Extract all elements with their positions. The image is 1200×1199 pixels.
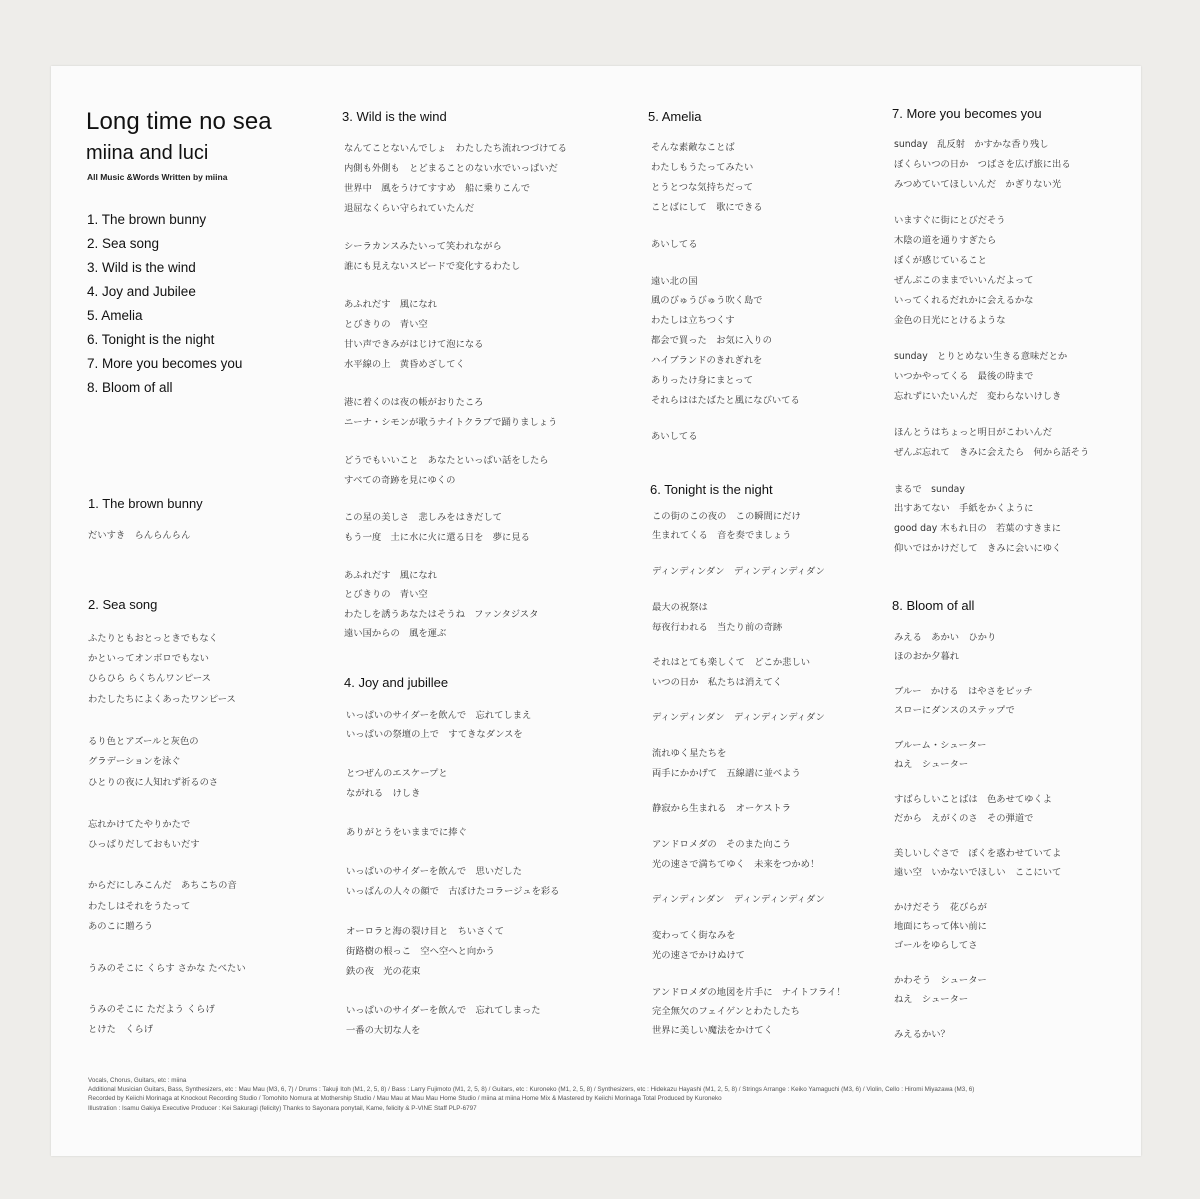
- lyric-line: とびきりの 青い空: [344, 319, 428, 330]
- lyric-line: ブルー かける はやさをピッチ: [894, 686, 1033, 697]
- lyric-line: みつめていてほしいんだ かぎりない光: [894, 179, 1062, 190]
- lyric-line: 遠い北の国: [651, 276, 698, 287]
- lyric-line: 木陰の道を通りすぎたら: [894, 235, 997, 246]
- credits-line: Additional Musician Guitars, Bass, Synthesizers, etc : Mau Mau (M3, 6, 7) / Drums : Takuji Itoh (M1, 2, 5, 8) / Bass : Larry Fujimoto (M1, 2, 5, 8) / Guitars, etc : Kuroneko (M1, 2, 5, 8) / Synthesizers, etc : Hidekazu Hayashi (M1, 2, 5, 8) / Strings Arrange : Keiko Yamaguchi (M3, 6) / Violin, Cello : Hiromi Miyazawa (M3, 6): [88, 1086, 975, 1094]
- lyric-line: スローにダンスのステップで: [894, 705, 1015, 716]
- lyric-line: 最大の祝祭は: [652, 602, 708, 613]
- lyric-line: ひとりの夜に人知れず祈るのさ: [88, 777, 219, 788]
- lyric-line: ことばにして 歌にできる: [651, 202, 763, 213]
- song-title-tonight-is-the-night: 6. Tonight is the night: [650, 482, 773, 497]
- lyric-line: 地面にちって体い前に: [894, 921, 987, 932]
- lyric-line: わたしたちによくあったワンピース: [88, 694, 236, 705]
- writing-credit: All Music &Words Written by miina: [87, 172, 228, 182]
- lyric-line: 都会で買った お気に入りの: [651, 335, 772, 346]
- track-item: 6. Tonight is the night: [87, 332, 215, 347]
- lyric-line: 流れゆく星たちを: [652, 748, 727, 759]
- lyric-line: 光の速さでかけぬけて: [652, 950, 745, 961]
- lyric-line: ふたりともおとっときでもなく: [88, 633, 218, 644]
- credits-line: Recorded by Keiichi Morinaga at Knockout Recording Studio / Tomohito Nomura at Mothership Studio / Mau Mau at Mau Mau Home Studio / miina at miina Home Mix & Mastered by Keiichi Morinaga Total Produced by Kuroneko: [88, 1095, 722, 1103]
- lyric-line: 忘れかけてたやりかたで: [88, 819, 191, 830]
- lyric-line: いっぱいのサイダーを飲んで 忘れてしまった: [346, 1005, 541, 1016]
- lyric-line: あふれだす 風になれ: [344, 299, 437, 310]
- lyric-line: わたしを誘うあなたはそうね ファンタジスタ: [344, 609, 539, 620]
- credits-line: Illustration : Isamu Gakiya Executive Producer : Kei Sakuragi (felicity) Thanks to Sayonara ponytail, Kame, felicity & P-VINE Staff PLP-6797: [88, 1104, 477, 1112]
- song-title-more-you-becomes-you: 7. More you becomes you: [892, 106, 1042, 121]
- lyric-line: ディンディンダン ディンディンディダン: [652, 566, 825, 577]
- lyric-line: アンドロメダの地図を片手に ナイトフライ！: [652, 987, 846, 998]
- lyric-line: それはとても楽しくて どこか悲しい: [652, 657, 811, 668]
- lyric-line: 遠い国からの 風を運ぶ: [344, 628, 447, 639]
- lyric-line: いってくれるだれかに会えるかな: [894, 295, 1034, 306]
- lyric-line: ゴールをゆらしてさ: [894, 940, 978, 951]
- lyric-line: sunday 乱反射 かすかな香り残し: [894, 139, 1049, 150]
- lyric-line: ねえ シューター: [894, 994, 969, 1005]
- lyric-line: ディンディンダン ディンディンディダン: [652, 894, 825, 905]
- lyric-line: 両手にかかげて 五線譜に並べよう: [652, 768, 801, 779]
- lyric-line: sunday とりとめない生きる意味だとか: [894, 351, 1068, 362]
- lyric-line: 誰にも見えないスピードで変化するわたし: [344, 261, 521, 272]
- artist-name: miina and luci: [86, 142, 209, 164]
- lyric-line: いっぱんの人々の顔で 古ぼけたコラージュを彩る: [346, 886, 560, 897]
- album-title: Long time no sea: [86, 108, 272, 135]
- lyric-line: ありったけ身にまとって: [651, 375, 754, 386]
- song-title-sea-song: 2. Sea song: [88, 597, 158, 612]
- lyric-line: ほのおか夕暮れ: [894, 651, 960, 662]
- lyric-line: 風のびゅうびゅう吹く島で: [651, 295, 763, 306]
- lyric-line: 鉄の夜 光の花束: [346, 966, 421, 977]
- lyric-line: まるで sunday: [894, 484, 965, 495]
- lyric-line: ブルーム・シューター: [894, 740, 987, 751]
- lyric-line: だいすき らんらんらん: [88, 530, 191, 541]
- track-item: 4. Joy and Jubilee: [87, 284, 196, 299]
- lyric-line: ひらひら らくちんワンピース: [88, 673, 211, 684]
- lyric-line: 美しいしぐさで ぼくを惑わせていてよ: [894, 848, 1062, 859]
- lyric-line: シーラカンスみたいって笑われながら: [344, 241, 502, 252]
- lyric-line: 毎夜行われる 当たり前の奇跡: [652, 622, 783, 633]
- song-title-amelia: 5. Amelia: [648, 109, 702, 124]
- lyric-line: アンドロメダの そのまた向こう: [652, 839, 792, 850]
- lyric-line: ひっぱりだしておもいだす: [88, 839, 200, 850]
- lyric-line: どうでもいいこと あなたといっぱい話をしたら: [344, 455, 549, 466]
- lyric-line: あふれだす 風になれ: [344, 570, 437, 581]
- lyric-line: ぼくが感じていること: [894, 255, 987, 266]
- song-title-wild-is-the-wind: 3. Wild is the wind: [342, 109, 447, 124]
- lyric-line: 出すあてない 手紙をかくように: [894, 503, 1034, 514]
- track-item: 7. More you becomes you: [87, 356, 243, 371]
- track-item: 8. Bloom of all: [87, 380, 173, 395]
- lyric-line: ながれる けしき: [346, 788, 421, 799]
- lyric-line: 一番の大切な人を: [346, 1025, 421, 1036]
- lyric-line: みえる あかい ひかり: [894, 632, 997, 643]
- lyric-line: ぜんぶ忘れて きみに会えたら 何から話そう: [894, 447, 1090, 458]
- lyric-line: かけだそう 花びらが: [894, 902, 987, 913]
- lyric-line: この街のこの夜の この瞬間にだけ: [652, 511, 801, 522]
- track-item: 5. Amelia: [87, 308, 143, 323]
- lyric-line: 仰いではかけだして きみに会いにゆく: [894, 543, 1062, 554]
- lyric-line: good day 木もれ日の 若葉のすきまに: [894, 523, 1062, 534]
- lyric-line: うみのそこに くらす さかな たべたい: [88, 963, 246, 974]
- lyric-line: 世界中 風をうけてすすめ 船に乗りこんで: [344, 183, 531, 194]
- lyric-line: すばらしいことばは 色あせてゆくよ: [894, 794, 1053, 805]
- lyric-line: いっぱいのサイダーを飲んで 思いだした: [346, 866, 522, 877]
- lyric-line: すべての奇跡を見にゆくの: [344, 475, 456, 486]
- lyric-line: 遠い空 いかないでほしい ここにいて: [894, 867, 1062, 878]
- lyric-line: ぼくらいつの日か つばさを広げ旅に出る: [894, 159, 1071, 170]
- lyric-line: わたしもうたってみたい: [651, 162, 754, 173]
- lyric-line: 完全無欠のフェイゲンとわたしたち: [652, 1006, 800, 1017]
- lyric-line: 生まれてくる 音を奏でましょう: [652, 530, 792, 541]
- lyric-line: とびきりの 青い空: [344, 589, 428, 600]
- lyric-line: 水平線の上 黄昏めざしてく: [344, 359, 465, 370]
- lyric-line: グラデーションを泳ぐ: [88, 756, 181, 767]
- lyric-line: かわそう シューター: [894, 975, 987, 986]
- lyric-line: いますぐに街にとびだそう: [894, 215, 1006, 226]
- credits-line: Vocals, Chorus, Guitars, etc : miina: [88, 1077, 187, 1084]
- lyric-line: そんな素敵なことば: [651, 142, 735, 153]
- lyric-line: わたしは立ちつくす: [651, 315, 735, 326]
- lyric-line: ねえ シューター: [894, 759, 969, 770]
- song-title-brown-bunny: 1. The brown bunny: [88, 496, 203, 511]
- lyric-line: 金色の日光にとけるような: [894, 315, 1006, 326]
- lyric-line: からだにしみこんだ あちこちの音: [88, 880, 237, 891]
- song-title-bloom-of-all: 8. Bloom of all: [892, 598, 975, 613]
- lyric-line: かといってオンボロでもない: [88, 653, 209, 664]
- lyric-line: 退屈なくらい守られていたんだ: [344, 203, 475, 214]
- lyric-line: 忘れずにいたいんだ 変わらないけしき: [894, 391, 1062, 402]
- lyric-line: もう一度 土に水に火に還る日を 夢に見る: [344, 532, 530, 543]
- lyric-line: 世界に美しい魔法をかけてく: [652, 1025, 773, 1036]
- lyric-line: いつかやってくる 最後の時まで: [894, 371, 1034, 382]
- lyric-line: 内側も外側も とどまることのない水でいっぱいだ: [344, 163, 558, 174]
- lyric-line: 光の速さで満ちてゆく 未来をつかめ！: [652, 859, 820, 870]
- lyric-line: 静寂から生まれる オーケストラ: [652, 803, 792, 814]
- lyric-line: いっぱいのサイダーを飲んで 忘れてしまえ: [346, 710, 532, 721]
- lyric-line: るり色とアズールと灰色の: [88, 736, 199, 747]
- track-item: 3. Wild is the wind: [87, 260, 196, 275]
- lyric-line: みえるかい？: [894, 1029, 950, 1040]
- song-title-joy-and-jubilee: 4. Joy and jubillee: [344, 675, 449, 690]
- lyric-line: 港に着くのは夜の帳がおりたころ: [344, 397, 484, 408]
- track-item: 2. Sea song: [87, 236, 160, 251]
- lyric-line: 街路樹の根っこ 空へ空へと向かう: [346, 946, 495, 957]
- lyric-line: この星の美しさ 悲しみをはきだして: [344, 512, 503, 523]
- track-item: 1. The brown bunny: [87, 212, 207, 227]
- lyric-line: とけた くらげ: [88, 1024, 154, 1035]
- lyric-line: いっぱいの祭壇の上で すてきなダンスを: [346, 729, 523, 740]
- lyric-line: とうとつな気持ちだって: [651, 182, 754, 193]
- lyric-line: だから えがくのさ その弾道で: [894, 813, 1034, 824]
- lyric-line: うみのそこに ただよう くらげ: [88, 1004, 215, 1015]
- lyric-line: ありがとうをいままでに捧ぐ: [346, 827, 467, 838]
- lyric-line: ニーナ・シモンが歌うナイトクラブで踊りましょう: [344, 417, 558, 428]
- lyric-line: ハイブランドのきれぎれを: [651, 355, 763, 366]
- lyric-line: いつの日か 私たちは消えてく: [652, 677, 783, 688]
- lyric-line: ディンディンダン ディンディンディダン: [652, 712, 825, 723]
- lyric-line: それらははたばたと風になびいてる: [651, 395, 800, 406]
- lyric-line: なんてことないんでしょ わたしたち流れつづけてる: [344, 143, 567, 154]
- lyric-line: ぜんぶこのままでいいんだよって: [894, 275, 1034, 286]
- lyric-line: あいしてる: [651, 239, 698, 250]
- lyric-line: あいしてる: [651, 431, 698, 442]
- lyric-line: 甘い声できみがはじけて泡になる: [344, 339, 484, 350]
- lyric-line: わたしはそれをうたって: [88, 901, 191, 912]
- lyric-line: オーロラと海の裂け目と ちいさくて: [346, 926, 505, 937]
- track-list: [87, 208, 242, 400]
- lyric-line: ほんとうはちょっと明日がこわいんだ: [894, 427, 1053, 438]
- lyric-line: とつぜんのエスケープと: [346, 768, 448, 779]
- lyric-line: あのこに贈ろう: [88, 921, 154, 932]
- credits-block: [88, 1076, 974, 1113]
- lyric-line: 変わってく街なみを: [652, 930, 736, 941]
